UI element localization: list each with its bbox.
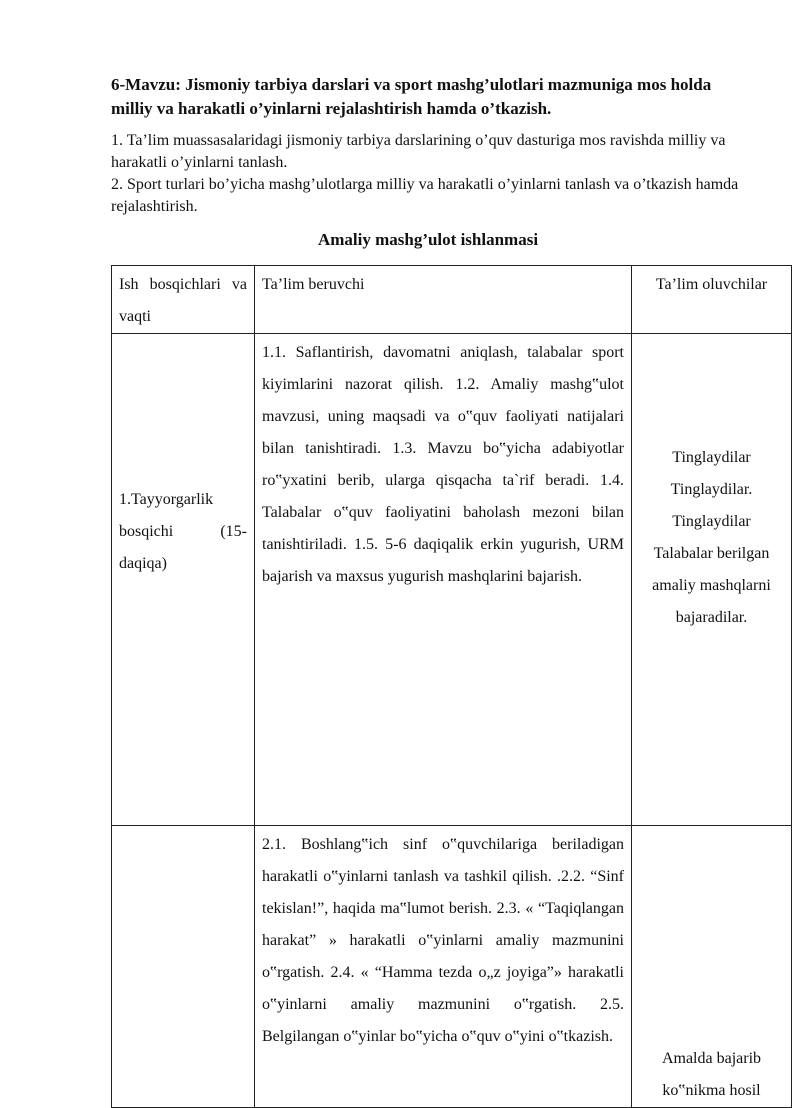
stage-cell: 1.Tayyorgarlik bosqichi (15-daqiqa) xyxy=(112,334,255,826)
header-teacher: Ta’lim beruvchi xyxy=(255,266,632,334)
students-line: Tinglaydilar. xyxy=(670,481,753,498)
table-header-row xyxy=(112,266,792,334)
students-cell xyxy=(632,334,792,826)
teacher-cell: 2.1. Boshlang‟ich sinf o‟quvchilariga beriladigan harakatli o‟yinlarni tanlash va tashkil qilish. .2.2. “Sinf tekislan!”, haqida ma‟lumot berish. 2.3. « “Taqiqlangan harakat” » harakatli o‟yinlarni amaliy mazmunini o‟rgatish. 2.4. « “Hamma tezda o„z joyiga”» harakatli o‟yinlarni amaliy mazmunini o‟rgatish. 2.5. Belgilangan o‟yinlar bo‟yicha o‟quv o‟yini o‟tkazish. xyxy=(255,826,632,1108)
lesson-plan-table xyxy=(111,265,792,1108)
table-row xyxy=(112,826,792,1108)
students-line: Tinglaydilar xyxy=(672,513,751,530)
topic-heading: 6-Mavzu: Jismoniy tarbiya darslari va sport mashg’ulotlari mazmuniga mos holda milliy va harakatli o’yinlarni rejalashtirish hamda o’tkazish. xyxy=(111,75,712,118)
students-line: Talabalar berilgan amaliy mashqlarni bajaradilar. xyxy=(652,545,771,626)
stage-cell xyxy=(112,826,255,1108)
objective-2: 2. Sport turlari bo’yicha mashg’ulotlarga milliy va harakatli o’yinlarni tanlash va o’tkazish hamda rejalashtirish. xyxy=(111,176,739,215)
header-stage: Ish bosqichlari va vaqti xyxy=(112,266,255,334)
students-cell: Amalda bajarib ko‟nikma hosil xyxy=(632,826,792,1108)
students-line: Tinglaydilar xyxy=(672,449,751,466)
objective-1: 1. Ta’lim muassasalaridagi jismoniy tarbiya darslarining o’quv dasturiga mos ravishda milliy va harakatli o’yinlarni tanlash. xyxy=(111,132,726,171)
header-students: Ta’lim oluvchilar xyxy=(632,266,792,334)
teacher-cell: 1.1. Saflantirish, davomatni aniqlash, talabalar sport kiyimlarini nazorat qilish. 1.2. Amaliy mashg‟ulot mavzusi, uning maqsadi va o‟quv faoliyati natijalari bilan tanishtiradi. 1.3. Mavzu bo‟yicha adabiyotlar ro‟yxatini berib, ularga qisqacha ta`rif beradi. 1.4. Talabalar o‟quv faoliyatini baholash mezoni bilan tanishtiriladi. 1.5. 5-6 daqiqalik erkin yugurish, URM bajarish va maxsus yugurish mashqlarini bajarish. xyxy=(255,334,632,826)
section-title: Amaliy mashg’ulot ishlanmasi xyxy=(317,230,539,249)
table-row xyxy=(112,334,792,826)
